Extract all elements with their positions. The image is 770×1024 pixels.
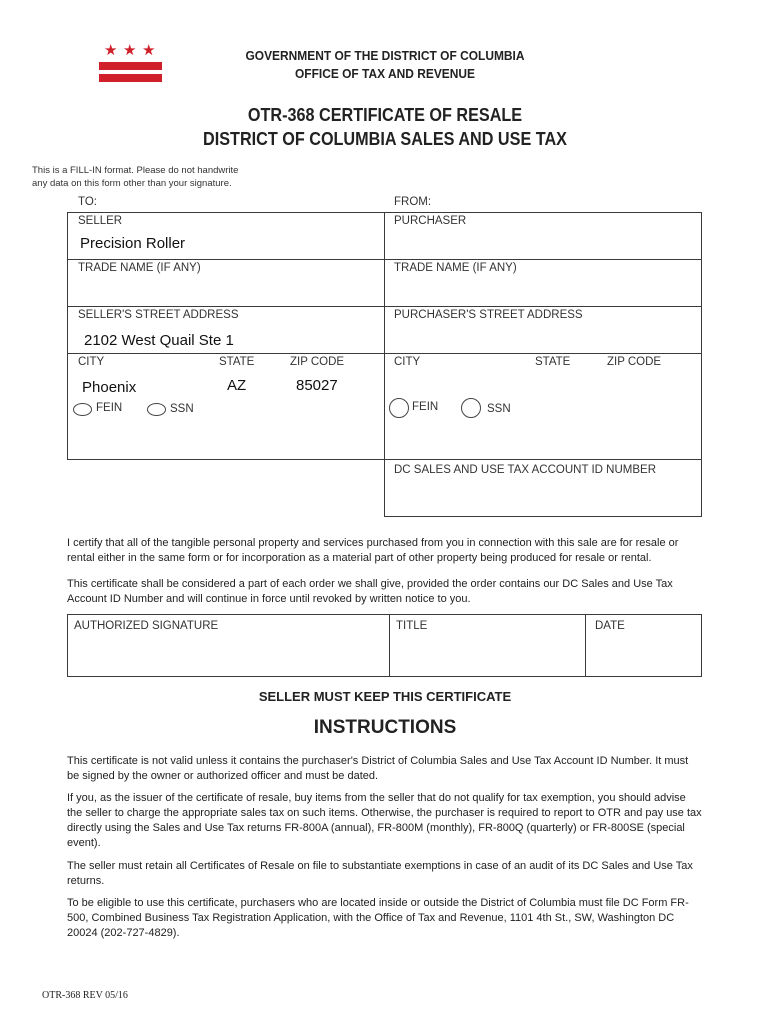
instruction-line: event). bbox=[67, 837, 101, 849]
from-label: FROM: bbox=[394, 196, 432, 208]
instruction-line: be signed by the owner or authorized officer and must be dated. bbox=[67, 770, 379, 782]
form-title bbox=[130, 103, 640, 151]
row-divider bbox=[67, 259, 702, 260]
seller-fein-radio[interactable] bbox=[73, 403, 92, 416]
instruction-line: 500, Combined Business Tax Registration Application, with the Office of Tax and Revenue, 1101 4th St., SW, Washington DC bbox=[67, 912, 675, 924]
instruction-paragraph bbox=[67, 791, 717, 851]
seller-name-field[interactable]: Precision Roller bbox=[80, 235, 186, 252]
seller-label: SELLER bbox=[78, 215, 123, 227]
seller-city-label: CITY bbox=[78, 356, 105, 368]
star-icon: ★ bbox=[123, 42, 137, 59]
title-line-2: DISTRICT OF COLUMBIA SALES AND USE TAX bbox=[203, 129, 567, 149]
seller-ssn-label: SSN bbox=[170, 403, 194, 415]
certification-text bbox=[67, 536, 707, 566]
purchaser-trade-name-label: TRADE NAME (IF ANY) bbox=[394, 262, 517, 274]
column-divider bbox=[384, 212, 385, 460]
dc-flag-logo bbox=[99, 43, 162, 83]
column-divider bbox=[585, 614, 586, 677]
purchaser-ssn-radio[interactable] bbox=[461, 398, 481, 418]
seller-state-field[interactable]: AZ bbox=[227, 377, 247, 394]
form-revision-footer: OTR-368 REV 05/16 bbox=[42, 990, 128, 1001]
instruction-line: To be eligible to use this certificate, purchasers who are located inside or outside the District of Columbia must file DC Form FR- bbox=[67, 897, 689, 909]
dc-account-label: DC SALES AND USE TAX ACCOUNT ID NUMBER bbox=[394, 464, 657, 476]
instruction-line: returns. bbox=[67, 875, 105, 887]
seller-ssn-radio[interactable] bbox=[147, 403, 166, 416]
seller-state-label: STATE bbox=[219, 356, 255, 368]
seller-keep-notice: SELLER MUST KEEP THIS CERTIFICATE bbox=[258, 689, 512, 704]
purchaser-street-label: PURCHASER'S STREET ADDRESS bbox=[394, 309, 583, 321]
instruction-line: the seller to charge the appropriate sales tax on such items. Otherwise, the purchaser is required to report to OTR and pay use tax bbox=[67, 807, 702, 819]
purchaser-ssn-label: SSN bbox=[487, 403, 511, 415]
purchaser-fein-radio[interactable] bbox=[389, 398, 409, 418]
validity-line: This certificate shall be considered a part of each order we shall give, provided the order contains our DC Sales and Use Tax bbox=[67, 578, 673, 590]
star-icon: ★ bbox=[142, 42, 156, 59]
instruction-paragraph bbox=[67, 754, 717, 784]
flag-stripe bbox=[99, 62, 162, 70]
row-divider bbox=[67, 306, 702, 307]
star-icon: ★ bbox=[104, 42, 118, 59]
seller-street-label: SELLER'S STREET ADDRESS bbox=[78, 309, 239, 321]
instruction-paragraph bbox=[67, 896, 717, 941]
seller-fein-label: FEIN bbox=[96, 402, 123, 414]
agency-name: GOVERNMENT OF THE DISTRICT OF COLUMBIA bbox=[245, 48, 525, 63]
to-label: TO: bbox=[78, 196, 97, 208]
instruction-line: This certificate is not valid unless it contains the purchaser's District of Columbia Sales and Use Tax Account ID Number. It must bbox=[67, 755, 689, 767]
date-field[interactable] bbox=[588, 636, 700, 675]
instruction-line: If you, as the issuer of the certificate of resale, buy items from the seller that do not qualify for tax exemption, you should advise bbox=[67, 792, 686, 804]
agency-header bbox=[200, 47, 570, 83]
seller-street-field[interactable]: 2102 West Quail Ste 1 bbox=[84, 332, 234, 349]
purchaser-zip-label: ZIP CODE bbox=[607, 356, 662, 368]
row-divider bbox=[384, 353, 702, 354]
instruction-paragraph bbox=[67, 859, 717, 889]
purchaser-fein-label: FEIN bbox=[412, 401, 439, 413]
seller-zip-field[interactable]: 85027 bbox=[296, 377, 338, 394]
seller-city-field[interactable]: Phoenix bbox=[82, 379, 137, 396]
purchaser-label: PURCHASER bbox=[394, 215, 467, 227]
authorized-signature-field[interactable] bbox=[69, 636, 387, 675]
instruction-line: directly using the Sales and Use Tax returns FR-800A (annual), FR-800M (monthly), FR-800Q (quarterly) or FR-800SE (special bbox=[67, 822, 685, 834]
authorized-signature-label: AUTHORIZED SIGNATURE bbox=[74, 620, 219, 632]
instructions-heading: INSTRUCTIONS bbox=[313, 717, 457, 738]
date-label: DATE bbox=[595, 620, 625, 632]
fill-in-note bbox=[32, 164, 272, 190]
signer-title-field[interactable] bbox=[392, 636, 583, 675]
certificate-validity-text bbox=[67, 577, 707, 607]
title-line-1: OTR-368 CERTIFICATE OF RESALE bbox=[247, 105, 523, 125]
column-divider bbox=[389, 614, 390, 677]
certification-line: rental either in the same form or for incorporation as a material part of other property being produced for resale or rental. bbox=[67, 552, 652, 564]
seller-trade-name-label: TRADE NAME (IF ANY) bbox=[78, 262, 201, 274]
row-divider bbox=[67, 353, 384, 354]
note-line-2: any data on this form other than your signature. bbox=[32, 178, 232, 189]
note-line-1: This is a FILL-IN format. Please do not handwrite bbox=[32, 165, 239, 176]
instruction-line: The seller must retain all Certificates of Resale on file to substantiate exemptions in case of an audit of its DC Sales and Use Tax bbox=[67, 860, 693, 872]
certification-line: I certify that all of the tangible personal property and services purchased from you in connection with this sale are for resale or bbox=[67, 537, 679, 549]
purchaser-city-label: CITY bbox=[394, 356, 421, 368]
validity-line: Account ID Number and will continue in force until revoked by written notice to you. bbox=[67, 593, 471, 605]
instruction-line: 20024 (202-727-4829). bbox=[67, 927, 180, 939]
office-name: OFFICE OF TAX AND REVENUE bbox=[294, 66, 476, 81]
flag-stripe bbox=[99, 74, 162, 82]
signer-title-label: TITLE bbox=[396, 620, 428, 632]
purchaser-state-label: STATE bbox=[535, 356, 571, 368]
seller-zip-label: ZIP CODE bbox=[290, 356, 345, 368]
